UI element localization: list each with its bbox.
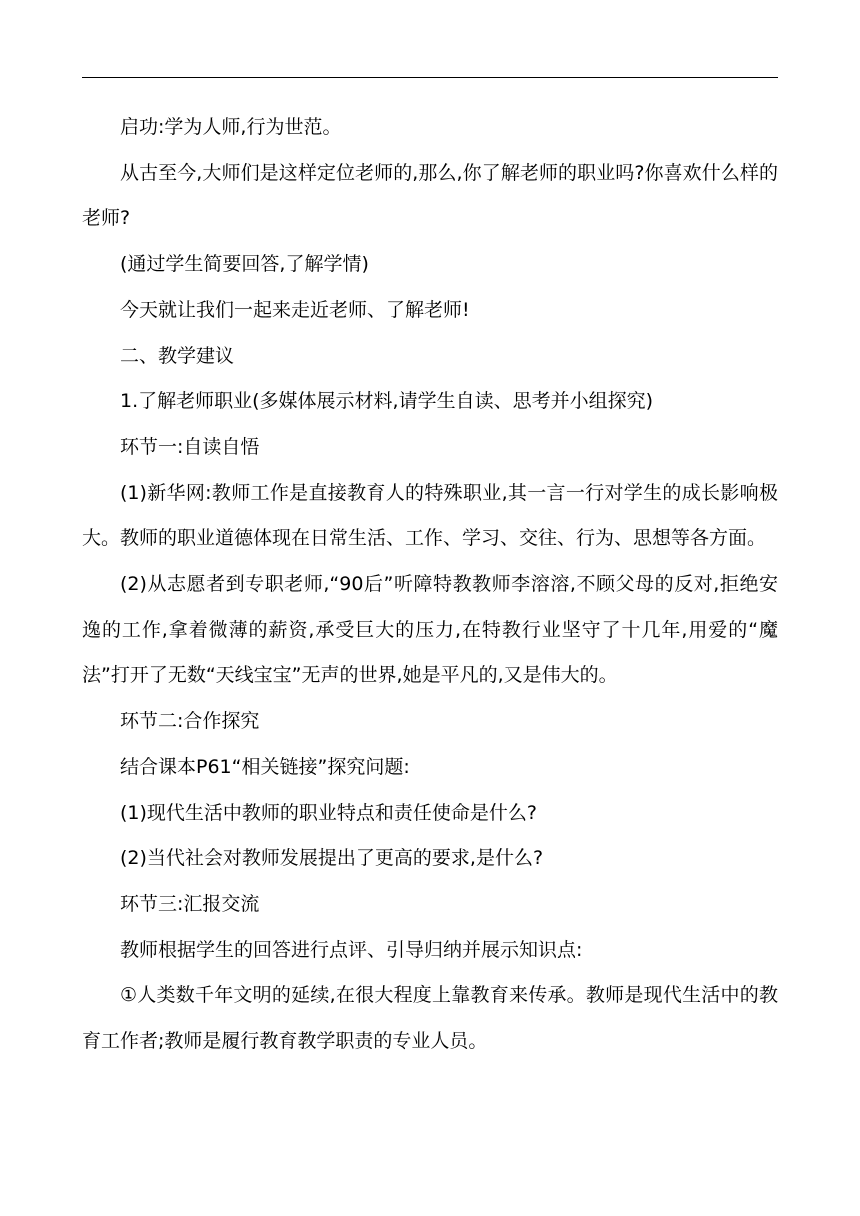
header-rule [82, 77, 778, 78]
paragraph-qigong-quote: 启功:学为人师,行为世范。 [120, 116, 342, 138]
section-heading-teaching-suggestions: 二、教学建议 [120, 344, 235, 367]
document-body [82, 105, 778, 1065]
paragraph-intro-question: 从古至今,大师们是这样定位老师的,那么,你了解老师的职业吗?你喜欢什么样的老师? [82, 161, 778, 230]
question-1: (1)现代生活中教师的职业特点和责任使命是什么? [120, 801, 537, 824]
question-2: (2)当代社会对教师发展提出了更高的要求,是什么? [120, 847, 544, 870]
knowledge-point-1: ①人类数千年文明的延续,在很大程度上靠教育来传承。教师是现代生活中的教育工作者;教师是履行教育教学职责的专业人员。 [82, 984, 778, 1053]
material-li-rongrong: (2)从志愿者到专职老师,“90后”听障特教教师李溶溶,不顾父母的反对,拒绝安逸的工作,拿着微薄的薪资,承受巨大的压力,在特教行业坚守了十几年,用爱的“魔法”打开了无数“天线宝宝”无声的世界,她是平凡的,又是伟大的。 [82, 573, 778, 687]
step-heading-self-reading: 环节一:自读自悟 [120, 435, 260, 458]
paragraph-lead-in: 今天就让我们一起来走近老师、了解老师! [120, 298, 470, 321]
step-heading-cooperative-inquiry: 环节二:合作探究 [120, 710, 260, 733]
subheading-understand-teacher-profession: 1.了解老师职业(多媒体展示材料,请学生自读、思考并小组探究) [120, 390, 653, 413]
paragraph-student-answer-note: (通过学生简要回答,了解学情) [120, 253, 369, 276]
paragraph-teacher-summary: 教师根据学生的回答进行点评、引导归纳并展示知识点: [120, 938, 583, 961]
paragraph-textbook-link: 结合课本P61“相关链接”探究问题: [120, 755, 410, 778]
material-xinhua: (1)新华网:教师工作是直接教育人的特殊职业,其一言一行对学生的成长影响极大。教师的职业道德体现在日常生活、工作、学习、交往、行为、思想等各方面。 [82, 481, 778, 550]
step-heading-report-exchange: 环节三:汇报交流 [120, 892, 260, 915]
